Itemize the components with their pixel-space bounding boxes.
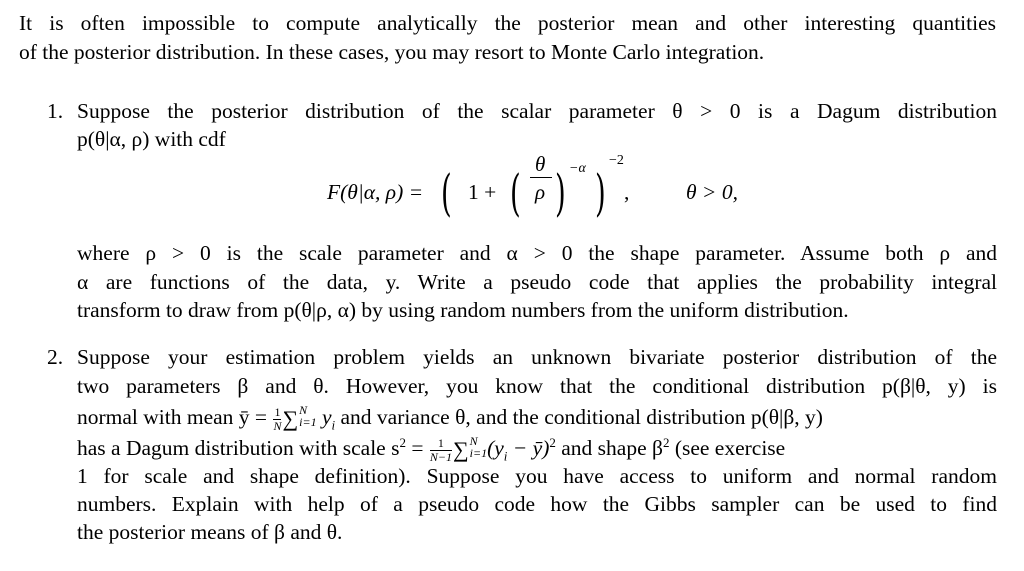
q2-shape-text: and shape β	[561, 436, 663, 460]
q2-var-y-sub: i	[503, 448, 508, 464]
q2-line-4	[77, 435, 785, 463]
q2-scale-equals: =	[411, 436, 424, 460]
q2-var-frac-num: 1	[430, 437, 452, 451]
q2-mean-y: y	[321, 405, 332, 429]
eq-inner-exponent: −α	[569, 161, 586, 176]
q1-line-2: p(θ|α, ρ) with cdf	[77, 127, 226, 151]
q2-mean-sum-lower: i=1	[299, 415, 317, 429]
q2-var-fraction	[430, 437, 452, 463]
q2-line-2: two parameters β and θ. However, you know that the conditional distribution p(β|θ, y) is	[77, 374, 997, 398]
q2-mean-frac-num: 1	[274, 404, 281, 419]
q2-shape-square: 2	[662, 434, 670, 450]
eq-inner-left-paren: (	[510, 164, 521, 222]
q2-mean-sum-symbol: ∑	[282, 406, 299, 431]
q2-line-6: numbers. Explain with help of a pseudo code how the Gibbs sampler can be used to find	[77, 492, 997, 516]
eq-one-plus: 1 +	[468, 180, 497, 204]
eq-outer-left-paren: (	[441, 164, 452, 222]
q2-var-sum-symbol: ∑	[452, 437, 469, 462]
q1-line-5: transform to draw from p(θ|ρ, α) by using random numbers from the uniform distribution.	[77, 298, 849, 322]
intro-line-2: of the posterior distribution. In these cases, you may resort to Monte Carlo integration.	[19, 40, 765, 64]
q2-line-1: Suppose your estimation problem yields an unknown bivariate posterior distribution of the	[77, 345, 997, 369]
q1-line-4: α are functions of the data, y. Write a pseudo code that applies the probability integral	[77, 270, 997, 294]
q2-var-sum-limits	[470, 435, 487, 459]
eq-condition: θ > 0,	[686, 180, 738, 204]
eq-theta-over-rho	[530, 154, 552, 206]
q2-mean-sum-limits	[299, 404, 316, 428]
eq-lhs: F(θ|α, ρ) =	[327, 180, 424, 204]
eq-frac-num: θ	[535, 152, 546, 176]
q2-mean-y-sub: i	[331, 417, 336, 433]
q1-line-3: where ρ > 0 is the scale parameter and α > 0 the shape parameter. Assume both ρ and	[77, 241, 997, 265]
q2-number: 2.	[47, 345, 64, 369]
q2-line-7: the posterior means of β and θ.	[77, 520, 343, 544]
q2-mean-sum-upper: N	[299, 403, 308, 417]
q1-number: 1.	[47, 99, 64, 123]
q2-var-sum-lower: i=1	[469, 446, 488, 460]
q2-line-5: 1 for scale and shape definition). Suppose you have access to uniform and normal random	[77, 464, 997, 488]
q2-variance-text: and variance θ, and the conditional distribution p(θ|β, y)	[340, 405, 823, 429]
intro-line-1: It is often impossible to compute analytically the posterior mean and other interesting quantities	[19, 11, 996, 35]
q2-mean-fraction	[273, 406, 281, 432]
eq-comma: ,	[624, 180, 630, 204]
q2-mean-text: normal with mean ȳ =	[77, 405, 268, 429]
q1-line-1: Suppose the posterior distribution of the scalar parameter θ > 0 is a Dagum distribution	[77, 99, 997, 123]
q2-var-square: 2	[549, 434, 556, 450]
eq-inner-right-paren: )	[555, 164, 566, 222]
q2-mean-frac-den: N	[273, 418, 282, 433]
q2-line-3	[77, 404, 823, 432]
q2-see-exercise: (see exercise	[674, 436, 786, 460]
q2-var-y: (y	[487, 436, 504, 460]
eq-outer-right-paren: )	[595, 164, 606, 222]
q2-var-minus-ybar: − ȳ)	[512, 436, 550, 460]
eq-frac-den: ρ	[535, 180, 546, 204]
q2-var-frac-den: N−1	[429, 449, 452, 464]
eq-outer-exponent: −2	[609, 153, 624, 168]
q2-scale-text: has a Dagum distribution with scale s	[77, 436, 400, 460]
q2-var-sum-upper: N	[469, 434, 478, 448]
q1-cdf-equation	[327, 150, 767, 230]
q2-scale-square: 2	[399, 434, 406, 450]
